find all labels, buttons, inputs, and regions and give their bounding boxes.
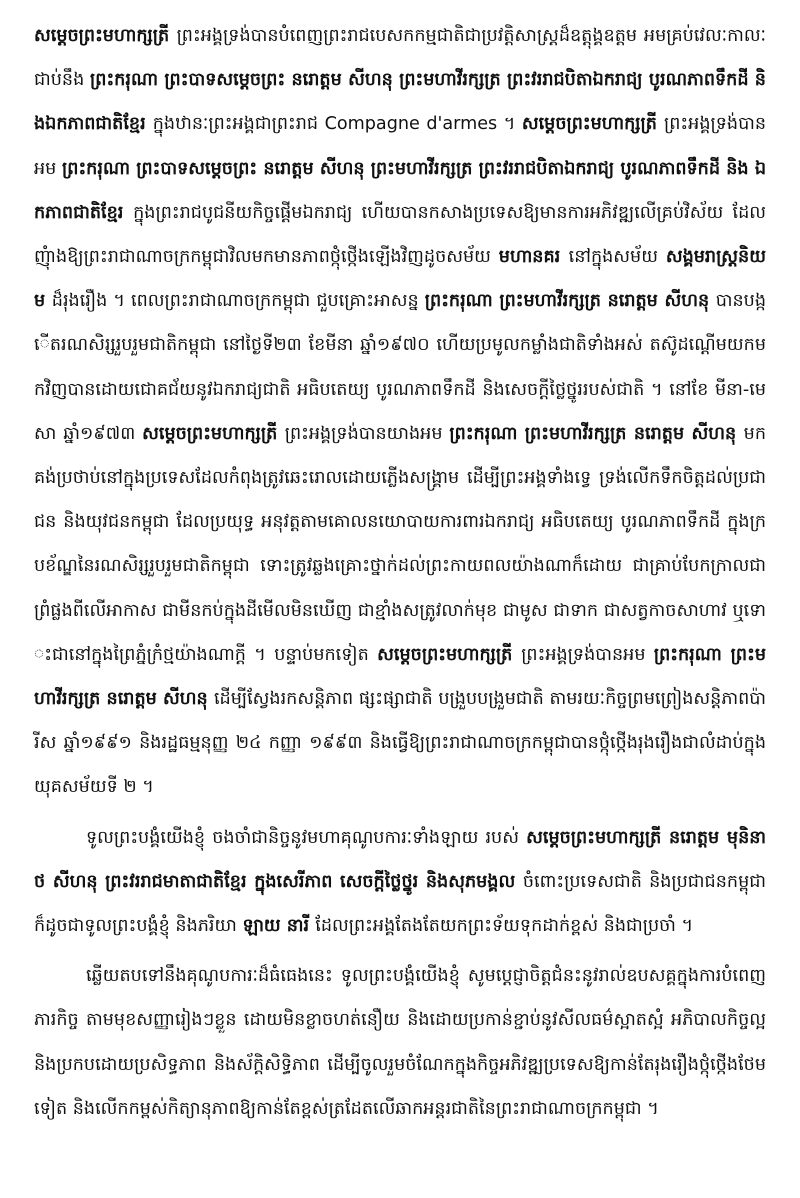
body-text: នៅក្នុងសម័យ xyxy=(568,247,666,268)
body-text: មកគង់ប្រថាប់នៅក្នុងប្រទេសដែលកំពុងត្រូវឆេះរោលដោយភ្លើងសង្គ្រាម ដើម្បីព្រះអង្គទាំងទ្វេ ទ្រង់លើកទឹកចិត្តដល់ប្រជាជន និងយុវជនកម្ពុជា ដែលប្រយុទ្ធ អនុវត្តតាមគោលនយោបាយការពារឯករាជ្យ អធិបតេយ្យ បូរណភាពទឹកដី ក្នុងក្របខ័ណ្ឌនៃរណសិរ្សរួបរួមជាតិកម្ពុជា ទោះត្រូវឆ្លងគ្រោះថ្នាក់ដល់ព្រះកាយពលយ៉ាងណាក៏ដោយ ជាគ្រាប់បែកក្រាលជាព្រំផ្លងពីលើអាកាស ជាមីនកប់ក្នុងដីមើលមិនឃើញ ជាខ្មាំងសត្រូវលាក់មុខ ជាមូស ជាទាក ជាសត្វកាចសាហាវ ឬទោះជានៅក្នុងព្រៃភ្នំក្រំថ្មយ៉ាងណាក្តី ។ បន្ទាប់មកទៀត xyxy=(34,423,767,665)
body-text: ដើម្បីស្វែងរកសន្តិភាព ផ្សះផ្សាជាតិ បង្រួបបង្រួមជាតិ តាមរយៈកិច្ចព្រមព្រៀងសន្តិភាពប៉ារីស ឆ្នាំ១៩៩១ និងរដ្ឋធម្មនុញ្ញ ២៤ កញ្ញា ១៩៩៣ និងធ្វើឱ្យព្រះរាជាណាចក្រកម្ពុជាបានថ្កុំថ្កើងរុងរឿងជាលំដាប់ក្នុងយុគសម័យទី ២ ។ xyxy=(34,689,767,798)
body-text: ចំពោះប្រទេសជាតិ និងប្រជាជនកម្ពុជា ក៏ដូចជាទូលព្រះបង្គំខ្ញុំ និងភរិយា xyxy=(34,871,766,937)
paragraph-2 xyxy=(34,816,766,949)
bold-phrase: ព្រះករុណា ព្រះមហាវីរក្សត្រ នរោត្តម សីហនុ xyxy=(424,291,716,312)
paragraph-3 xyxy=(34,954,766,1131)
body-text: ឆ្លើយតបទៅនឹងគុណូបការៈដ៏ធំធេងនេះ ទូលព្រះបង្គំយើងខ្ញុំ សូមប្ដេជ្ញាចិត្តជំនះនូវរាល់ឧបសគ្គក្នុងការបំពេញភារកិច្ច តាមមុខសញ្ញារៀងៗខ្លួន ដោយមិនខ្លាចហត់នឿយ និងដោយប្រកាន់ខ្ជាប់នូវសីលធម៌ស្អាតស្អំ អភិបាលកិច្ចល្អ និងប្រកបដោយប្រសិទ្ធភាព និងស័ក្តិសិទ្ធិភាព ដើម្បីចូលរួមចំណែកក្នុងកិច្ចអភិវឌ្ឍប្រទេសឱ្យកាន់តែរុងរឿងថ្កុំថ្កើងថែមទៀត និងលើកកម្ពស់កិត្យានុភាពឱ្យកាន់តែខ្ពស់ត្រដែតលើឆាកអន្តរជាតិនៃព្រះរាជាណាចក្រកម្ពុជា ។ xyxy=(34,966,766,1119)
bold-phrase: សម្តេចព្រះមហាក្សត្រី xyxy=(377,644,522,665)
bold-phrase: សម្តេចព្រះមហាក្សត្រី xyxy=(34,26,177,46)
bold-phrase: មហានគរ xyxy=(498,247,569,268)
bold-phrase: ព្រះករុណា ព្រះមហាវីរក្សត្រ នរោត្តម សីហនុ xyxy=(34,644,766,710)
bold-phrase: សម្តេចព្រះមហាក្សត្រី xyxy=(142,423,285,444)
body-text: ទូលព្រះបង្គំយើងខ្ញុំ ចងចាំជានិច្ចនូវមហាគុណូបការៈទាំងឡាយ របស់ xyxy=(86,827,527,848)
body-text: ព្រះអង្គទ្រង់បានបំពេញព្រះរាជបេសកកម្មជាតិជាប្រវត្តិសាស្ត្រដ៏ឧត្តុង្គឧត្តម អមគ្រប់វេលៈកាលៈជាប់នឹង xyxy=(34,26,766,91)
body-text: ក្នុងឋានៈព្រះអង្គជាព្រះរាជ Compagne d'armes ។ xyxy=(152,114,522,135)
body-text: ដ៏រុងរឿង ។ ពេលព្រះរាជាណាចក្រកម្ពុជា ជួបគ្រោះអាសន្ន xyxy=(51,291,425,312)
bold-phrase: សង្គមរាស្ត្រនិយម xyxy=(34,247,766,312)
body-text: ក្នុងព្រះរាជបូជនីយកិច្ចផ្ដើមឯករាជ្យ ហើយបានកសាងប្រទេសឱ្យមានការអភិវឌ្ឍលើគ្រប់វិស័យ ដែលញុំាងឱ្យព្រះរាជាណាចក្រកម្ពុជាវិលមកមានភាពថ្កុំថ្កើងឡើងវិញដូចសម័យ xyxy=(34,202,766,268)
body-text: ដែលព្រះអង្គតែងតែយកព្រះទ័យទុកដាក់ខ្ពស់ និងជាប្រចាំ ។ xyxy=(315,916,694,937)
bold-phrase: ឡាយ នារី xyxy=(242,916,316,937)
bold-phrase: សម្តេចព្រះមហាក្សត្រី xyxy=(521,114,665,135)
body-text: ព្រះអង្គទ្រង់បានអម xyxy=(34,114,766,179)
body-text: បានបង្កើតរណសិរ្សរួបរួមជាតិកម្ពុជា នៅថ្ងៃទី២៣ ខែមីនា ឆ្នាំ១៩៧០ ហើយប្រមូលកម្លាំងជាតិទាំងអស់ តស៊ូដណ្ដើមយកមកវិញបានដោយជោគជ័យនូវឯករាជ្យជាតិ អធិបតេយ្យ បូរណភាពទឹកដី និងសេចក្តីថ្លៃថ្នូររបស់ជាតិ ។ នៅខែ មីនា-មេសា ឆ្នាំ១៩៧៣ xyxy=(34,291,766,444)
body-text: ព្រះអង្គទ្រង់បានយាងអម xyxy=(284,423,450,444)
paragraph-1 xyxy=(34,14,766,810)
bold-phrase: សម្តេចព្រះមហាក្សត្រី នរោត្តម មុនិនាថ សីហនុ ព្រះវររាជមាតាជាតិខ្មែរ ក្នុងសេរីភាព សេចក្តីថ្លៃថ្នូរ និងសុភមង្គល xyxy=(34,827,766,892)
bold-phrase: ព្រះករុណា ព្រះមហាវីរក្សត្រ នរោត្តម សីហនុ xyxy=(449,423,744,444)
body-text: ព្រះអង្គទ្រង់បានអម xyxy=(521,644,654,665)
bold-phrase: ព្រះករុណា ព្រះបាទសម្តេចព្រះ នរោត្តម សីហនុ ព្រះមហាវីរក្សត្រ ព្រះវររាជបិតាឯករាជ្យ បូរណភាពទឹកដី និង ឯកភាពជាតិខ្មែរ xyxy=(34,158,766,223)
bold-phrase: ព្រះករុណា ព្រះបាទសម្តេចព្រះ នរោត្តម សីហនុ ព្រះមហាវីរក្សត្រ ព្រះវររាជបិតាឯករាជ្យ បូរណភាពទឹកដី និងឯកភាពជាតិខ្មែរ xyxy=(34,70,766,135)
